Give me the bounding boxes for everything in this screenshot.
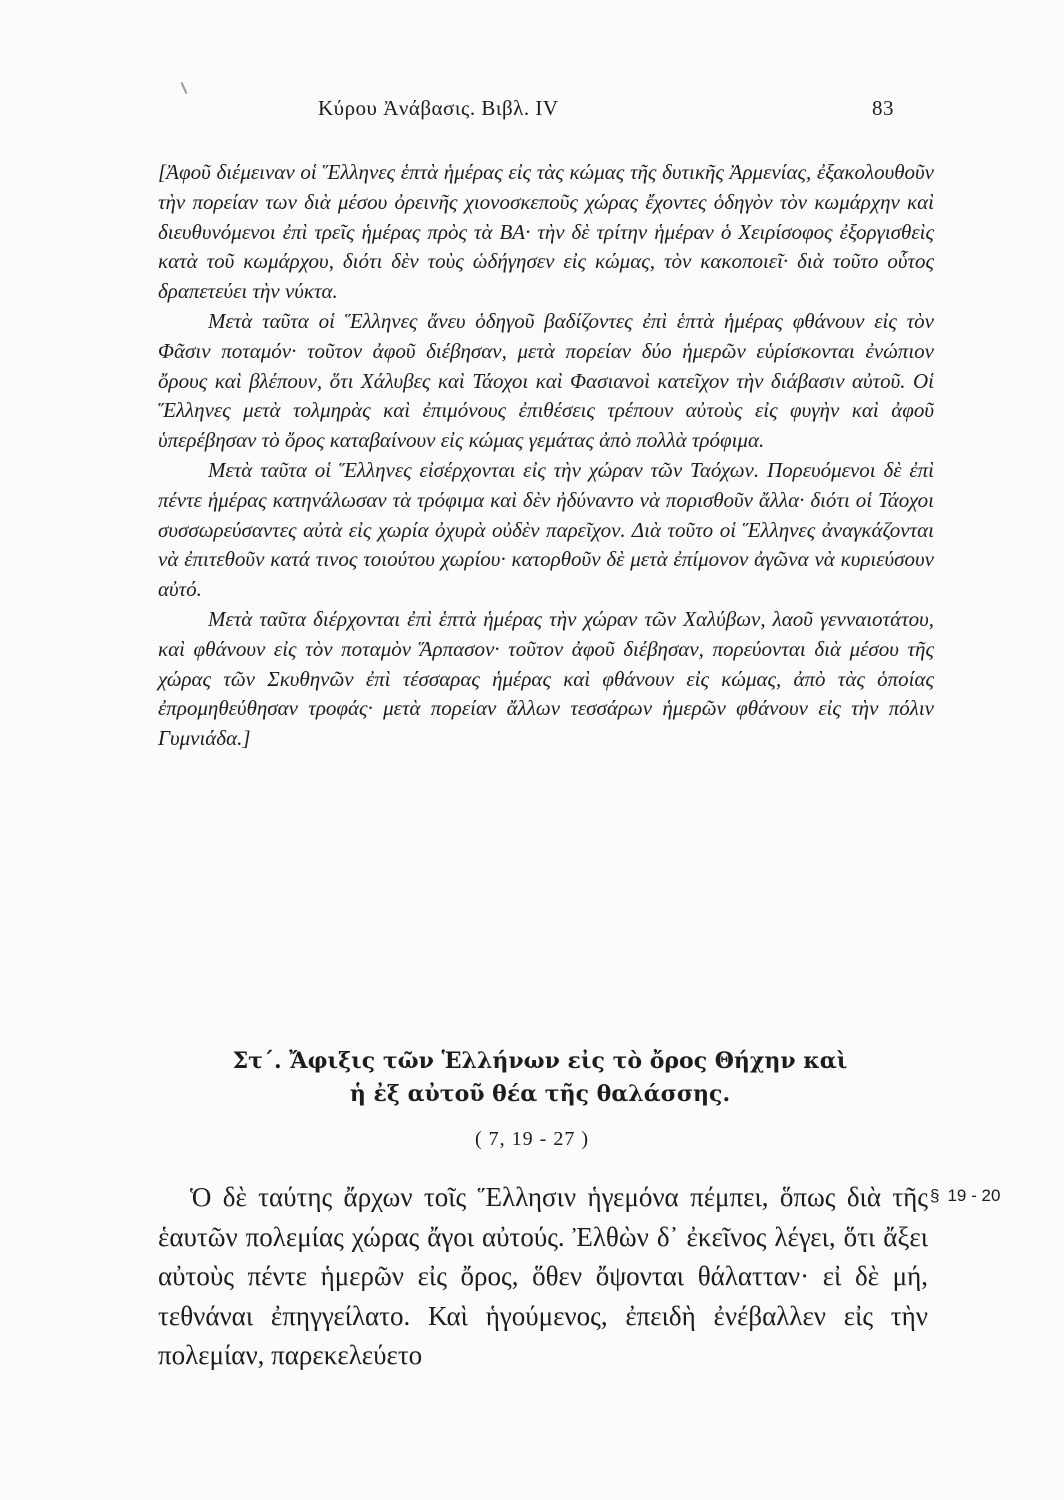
- summary-paragraph: Μετὰ ταῦτα διέρχονται ἐπὶ ἑπτὰ ἡμέρας τὴν χώραν τῶν Χαλύβων, λαοῦ γενναιοτάτου, καὶ φθάνουν εἰς τὸν ποταμὸν Ἅρπασον· τοῦτον ἀφοῦ διέβησαν, πορεύονται διὰ μέσου τῆς χώρας τῶν Σκυθηνῶν ἐπὶ τέσσαρας ἡμέρας καὶ φθάνουν εἰς κώμας, ἀπὸ τὰς ὁποίας ἐπρομηθεύθησαν τροφάς· μετὰ πορείαν ἄλλων τεσσάρων ἡμερῶν φθάνουν εἰς τὴν πόλιν Γυμνιάδα.]: [158, 606, 934, 751]
- section-title-line-2: ἡ ἐξ αὐτοῦ θέα τῆς θαλάσσης.: [349, 1081, 731, 1107]
- summary-paragraph: Μετὰ ταῦτα οἱ Ἕλληνες εἰσέρχονται εἰς τὴν χώραν τῶν Ταόχων. Πορευόμενοι δὲ ἐπὶ πέντε ἡμέρας κατηνάλωσαν τὰ τρόφιμα καὶ δὲν ἠδύναντο νὰ πορισθοῦν ἄλλα· διότι οἱ Τάοχοι συσσωρεύσαντες αὐτὰ εἰς χωρία ὀχυρὰ οὐδὲν παρεῖχον. Διὰ τοῦτο οἱ Ἕλληνες ἀναγκάζονται νὰ ἐπιτεθοῦν κατά τινος τοιούτου χωρίου· κατορθοῦν δὲ μετὰ ἐπίμονον ἀγῶνα νὰ κυριεύσουν αὐτό.: [158, 457, 934, 602]
- section-heading: [150, 1045, 930, 1111]
- running-header: [0, 96, 1064, 126]
- margin-range: 19 - 20: [947, 1186, 1001, 1205]
- chapter-summary: [158, 158, 934, 754]
- greek-text-paragraph: Ὁ δὲ ταύτης ἄρχων τοῖς Ἕλλησιν ἡγεμόνα πέμπει, ὅπως διὰ τῆς ἑαυτῶν πολεμίας χώρας ἄγοι αὐτούς. Ἐλθὼν δ᾽ ἐκεῖνος λέγει, ὅτι ἄξει αὐτοὺς πέντε ἡμερῶν εἰς ὄρος, ὅθεν ὄψονται θάλατταν· εἰ δὲ μή, τεθνάναι ἐπηγγείλατο. Καὶ ἡγούμενος, ἐπειδὴ ἐνέβαλλεν εἰς τὴν πολεμίαν, παρεκελεύετο: [158, 1182, 928, 1370]
- section-reference: ( 7, 19 - 27 ): [475, 1128, 589, 1150]
- running-title: Κύρου Ἀνάβασις. Βιβλ. IV: [318, 96, 559, 120]
- section-title-line-1: Στ΄. Ἄφιξις τῶν Ἑλλήνων εἰς τὸ ὄρος Θήχην καὶ: [232, 1048, 848, 1074]
- scan-speck: [181, 82, 188, 94]
- section-symbol: §: [930, 1186, 940, 1205]
- summary-paragraph: Μετὰ ταῦτα οἱ Ἕλληνες ἄνευ ὁδηγοῦ βαδίζοντες ἐπὶ ἑπτὰ ἡμέρας φθάνουν εἰς τὸν Φᾶσιν ποταμόν· τοῦτον ἀφοῦ διέβησαν, μετὰ πορείαν δύο ἡμερῶν εὑρίσκονται ἐνώπιον ὄρους καὶ βλέπουν, ὅτι Χάλυβες καὶ Τάοχοι καὶ Φασιανοὶ κατεῖχον τὴν διάβασιν αὐτοῦ. Οἱ Ἕλληνες μετὰ τολμηρὰς καὶ ἐπιμόνους ἐπιθέσεις τρέπουν αὐτοὺς εἰς φυγὴν καὶ ἀφοῦ ὑπερέβησαν τὸ ὄρος καταβαίνουν εἰς κώμας γεμάτας ἀπὸ πολλὰ τρόφιμα.: [158, 308, 934, 453]
- summary-paragraph: [Ἀφοῦ διέμειναν οἱ Ἕλληνες ἑπτὰ ἡμέρας εἰς τὰς κώμας τῆς δυτικῆς Ἀρμενίας, ἐξακολουθοῦν τὴν πορείαν των διὰ μέσου ὀρεινῆς χιονοσκεποῦς χώρας ἔχοντες ὁδηγὸν τὸν κωμάρχην καὶ διευθυνόμενοι ἐπὶ τρεῖς ἡμέρας πρὸς τὰ ΒΑ· τὴν δὲ τρίτην ἡμέραν ὁ Χειρίσοφος ἐξοργισθεὶς κατὰ τοῦ κωμάρχου, διότι δὲν τοὺς ὡδήγησεν εἰς κώμας, τὸν κακοποιεῖ· διὰ τοῦτο οὗτος δραπετεύει τὴν νύκτα.: [158, 160, 934, 304]
- greek-text: [158, 1178, 928, 1376]
- margin-reference: [930, 1186, 1050, 1206]
- page-number: 83: [872, 96, 894, 120]
